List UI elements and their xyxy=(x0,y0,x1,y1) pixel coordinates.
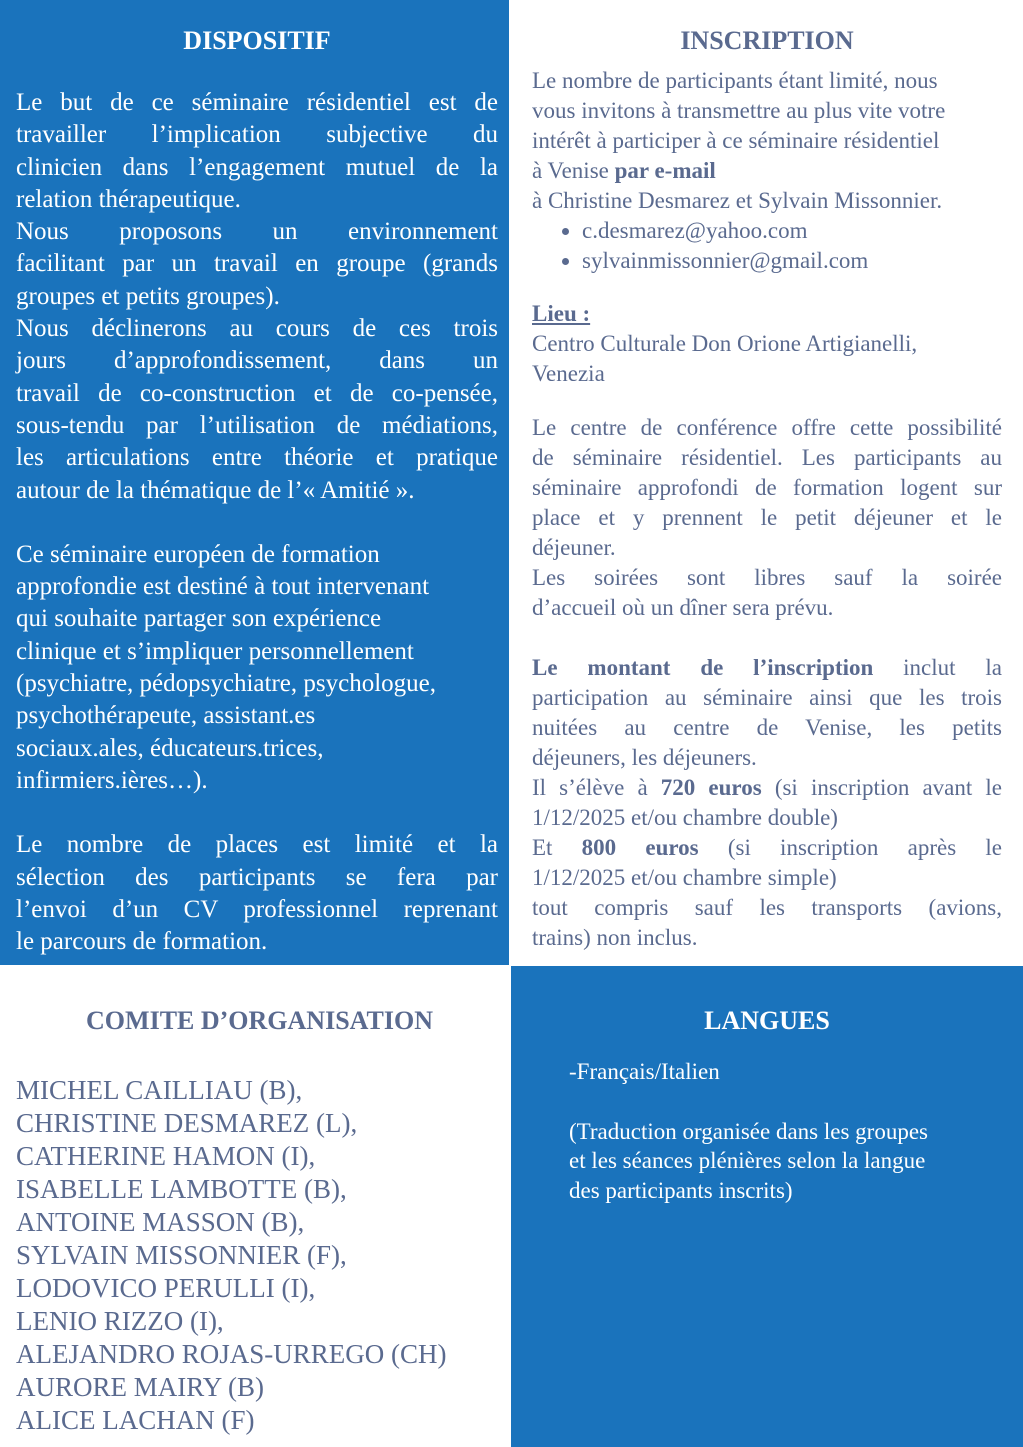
price-line xyxy=(532,833,1002,863)
montant-line xyxy=(532,653,1002,683)
price-suffix: (si inscription après le xyxy=(698,835,1002,860)
committee-member: MICHEL CAILLIAU (B), xyxy=(16,1075,303,1105)
dispositif-line: sociaux.ales, éducateurs.trices, xyxy=(16,734,324,762)
dispositif-line: les articulations entre théorie et pratique xyxy=(16,444,498,472)
price-line xyxy=(532,773,1002,803)
montant-line: nuitées au centre de Venise, les petits xyxy=(532,715,1002,740)
dispositif-line: sélection des participants se fera par xyxy=(16,863,498,891)
committee-member: ANTOINE MASSON (B), xyxy=(16,1207,305,1237)
committee-member: LODOVICO PERULLI (I), xyxy=(16,1273,316,1303)
dispositif-line: relation thérapeutique. xyxy=(16,185,241,213)
tail-line: tout compris sauf les transports (avions, xyxy=(532,895,1002,920)
centre-line: de séminaire résidentiel. Les participants au xyxy=(532,445,1002,470)
dispositif-line: Nous proposons un environnement xyxy=(16,218,498,246)
committee-member: CHRISTINE DESMAREZ (L), xyxy=(16,1108,358,1138)
centre-line: Les soirées sont libres sauf la soirée xyxy=(532,565,1002,590)
dispositif-line: clinique et s’impliquer personnellement xyxy=(16,637,414,665)
montant-line: déjeuners, les déjeuners. xyxy=(532,745,757,770)
dispositif-line: facilitant par un travail en groupe (grands xyxy=(16,250,498,278)
committee-member: LENIO RIZZO (I), xyxy=(16,1306,224,1336)
lieu-line: Venezia xyxy=(532,361,605,386)
price-prefix: Et xyxy=(532,835,582,860)
langues-panel xyxy=(511,966,1023,1447)
translation-note-line: (Traduction organisée dans les groupes xyxy=(569,1118,928,1144)
tail-line: trains) non inclus. xyxy=(532,925,698,950)
dispositif-line: Nous déclinerons au cours de ces trois xyxy=(16,315,498,343)
translation-note-line: des participants inscrits) xyxy=(569,1178,793,1204)
dispositif-line: le parcours de formation. xyxy=(16,928,268,956)
price-prefix: Il s’élève à xyxy=(532,775,661,800)
price-suffix: (si inscription avant le xyxy=(761,775,1003,800)
dispositif-line: sous-tendu par l’utilisation de médiations, xyxy=(16,411,498,439)
centre-line: séminaire approfondi de formation logent sur xyxy=(532,475,1002,500)
centre-line: déjeuner. xyxy=(532,535,616,560)
price-line: 1/12/2025 et/ou chambre double) xyxy=(532,805,838,830)
email-link[interactable]: • sylvainmissonnier@gmail.com xyxy=(582,246,1002,276)
dispositif-line: Le but de ce séminaire résidentiel est de xyxy=(16,89,498,116)
centre-line: Le centre de conférence offre cette possibilité xyxy=(532,415,1002,440)
dispositif-line: infirmiers.ières…). xyxy=(16,766,208,794)
committee-member: AURORE MAIRY (B) xyxy=(16,1372,265,1402)
dispositif-line: approfondie est destiné à tout intervenant xyxy=(16,573,430,601)
centre-line: d’accueil où un dîner sera prévu. xyxy=(532,595,834,620)
inscription-panel xyxy=(509,0,1023,966)
committee-member: ALEJANDRO ROJAS-URREGO (CH) xyxy=(16,1339,447,1369)
inscription-intro-line xyxy=(532,156,1002,186)
dispositif-line: clinicien dans l’engagement mutuel de la xyxy=(16,153,498,181)
dispositif-title: DISPOSITIF xyxy=(183,26,331,55)
dispositif-line: psychothérapeute, assistant.es xyxy=(16,702,316,730)
committee-member: ALICE LACHAN (F) xyxy=(16,1405,255,1435)
languages-line: -Français/Italien xyxy=(569,1059,720,1084)
centre-line: place et y prennent le petit déjeuner et le xyxy=(532,505,1002,530)
inscription-intro-line: intérêt à participer à ce séminaire résidentiel xyxy=(532,128,940,153)
dispositif-line: travailler l’implication subjective du xyxy=(16,121,498,149)
dispositif-line: autour de la thématique de l’« Amitié ». xyxy=(16,476,415,504)
price-line: 1/12/2025 et/ou chambre simple) xyxy=(532,865,837,890)
montant-line: participation au séminaire ainsi que les trois xyxy=(532,685,1002,710)
dispositif-line: Ce séminaire européen de formation xyxy=(16,540,380,568)
dispositif-line: (psychiatre, pédopsychiatre, psychologue, xyxy=(16,670,437,698)
inscription-intro-text: à Venise xyxy=(532,158,615,183)
translation-note-line: et les séances plénières selon la langue xyxy=(569,1148,926,1174)
dispositif-line: jours d’approfondissement, dans un xyxy=(16,347,498,375)
lieu-label: Lieu : xyxy=(532,301,591,326)
price-amount: 800 euros xyxy=(581,835,699,860)
comite-panel xyxy=(0,966,511,1447)
committee-member: ISABELLE LAMBOTTE (B), xyxy=(16,1174,347,1204)
dispositif-line: travail de co-construction et de co-pensée, xyxy=(16,379,498,407)
dispositif-line: qui souhaite partager son expérience xyxy=(16,605,382,633)
committee-member: CATHERINE HAMON (I), xyxy=(16,1141,316,1171)
montant-text: inclut la xyxy=(873,655,1003,680)
inscription-intro-line: vous invitons à transmettre au plus vite votre xyxy=(532,98,946,123)
committee-member: SYLVAIN MISSONNIER (F), xyxy=(16,1240,347,1270)
comite-title: COMITE D’ORGANISATION xyxy=(86,1006,433,1035)
dispositif-line: Le nombre de places est limité et la xyxy=(16,831,498,859)
montant-bold: Le montant de l’inscription xyxy=(532,655,874,680)
dispositif-panel xyxy=(0,0,509,965)
email-list xyxy=(532,216,1002,276)
lieu-line: Centro Culturale Don Orione Artigianelli, xyxy=(532,331,918,356)
email-mode-label: par e-mail xyxy=(614,158,716,183)
price-amount: 720 euros xyxy=(660,775,762,800)
inscription-intro-line: à Christine Desmarez et Sylvain Missonnier. xyxy=(532,188,943,213)
dispositif-line: l’envoi d’un CV professionnel reprenant xyxy=(16,895,498,923)
dispositif-line: groupes et petits groupes). xyxy=(16,282,280,310)
inscription-intro-line: Le nombre de participants étant limité, nous xyxy=(532,68,938,93)
inscription-title: INSCRIPTION xyxy=(680,26,854,55)
email-link[interactable]: • c.desmarez@yahoo.com xyxy=(582,216,1002,246)
langues-title: LANGUES xyxy=(704,1006,830,1035)
